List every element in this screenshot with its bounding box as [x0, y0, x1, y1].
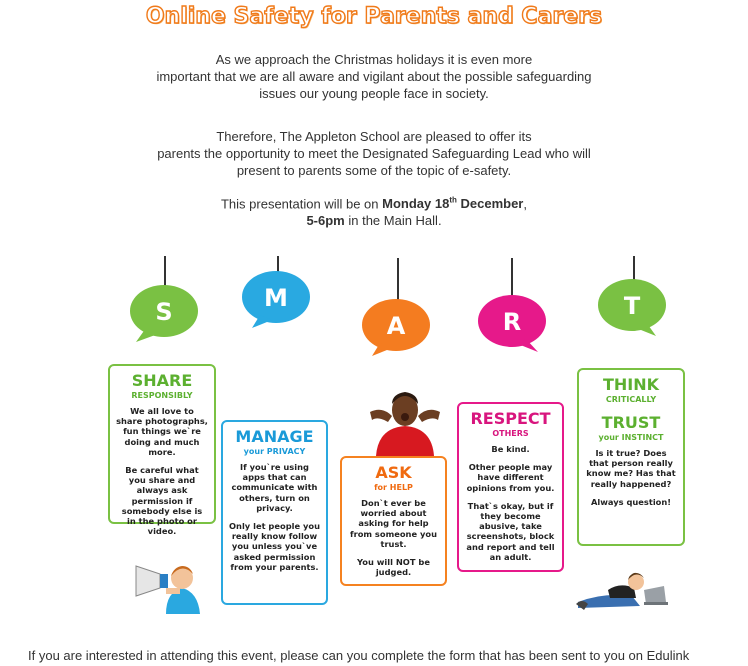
card-ask-text: Don`t ever be worried about asking for help from someone you trust. — [350, 498, 437, 549]
boy-laptop-illustration — [574, 566, 670, 612]
card-share-sub: RESPONSIBLY — [131, 391, 193, 400]
offer-paragraph — [0, 128, 748, 179]
card-respect — [457, 402, 564, 572]
bubble-letter-t: T — [623, 292, 641, 320]
card-share — [108, 364, 216, 537]
card-ask-sub: for HELP — [374, 483, 413, 492]
card-respect-body — [465, 444, 556, 562]
event-date-day: Monday 18 — [382, 196, 450, 212]
event-date-line — [0, 192, 748, 212]
intro-line: issues our young people face in society. — [259, 86, 489, 101]
card-think-head: THINK — [602, 375, 660, 394]
intro-line: important that we are all aware and vigilant about the possible safeguarding — [156, 69, 592, 84]
event-place: in the Main Hall. — [344, 213, 442, 229]
card-share-head: SHARE — [131, 371, 193, 390]
card-manage-head: MANAGE — [235, 427, 314, 446]
offer-line: parents the opportunity to meet the Designated Safeguarding Lead who will — [157, 146, 591, 161]
offer-line: Therefore, The Appleton School are pleased to offer its — [216, 129, 532, 144]
card-think-text: Always question! — [590, 496, 672, 507]
string-a — [397, 258, 399, 302]
event-prefix: This presentation will be on — [220, 196, 383, 212]
card-think-sub: CRITICALLY — [605, 395, 657, 404]
bubble-r — [474, 294, 546, 352]
card-share-text: We all love to share photographs, fun things we`re doing and much more. — [116, 406, 208, 457]
string-s — [164, 256, 166, 286]
card-manage-body — [229, 462, 320, 572]
card-manage — [221, 420, 328, 605]
intro-line: As we approach the Christmas holidays it is even more — [215, 52, 533, 67]
card-manage-text: If you`re using apps that can communicate with others, turn on privacy. — [231, 462, 318, 513]
card-manage-text: Only let people you really know follow you unless you`ve asked permission from your parents. — [229, 521, 321, 572]
event-time-line — [0, 212, 748, 229]
card-trust-sub: your INSTINCT — [598, 433, 664, 442]
card-ask — [340, 456, 447, 586]
boy-megaphone-illustration — [130, 558, 210, 614]
card-trust-head: TRUST — [601, 413, 661, 432]
page-title: Online Safety for Parents and Carers — [145, 4, 603, 29]
card-think-text: Is it true? Does that person really know me? Has that really happened? — [586, 448, 676, 489]
bubble-a — [356, 298, 428, 356]
card-respect-text: Other people may have different opinions from you. — [466, 462, 555, 493]
card-ask-text: You will NOT be judged. — [357, 557, 430, 578]
card-think — [577, 368, 685, 546]
event-comma: , — [523, 196, 527, 212]
card-respect-text: Be kind. — [491, 444, 530, 454]
card-think-body — [585, 448, 677, 507]
bubble-m — [238, 270, 310, 328]
card-manage-sub: your PRIVACY — [243, 447, 306, 456]
bubble-s — [128, 284, 200, 342]
bubble-letter-m: M — [264, 284, 288, 312]
card-respect-head: RESPECT — [470, 409, 551, 428]
string-t — [633, 256, 635, 280]
intro-paragraph — [0, 51, 748, 102]
bubble-letter-s: S — [155, 298, 173, 326]
footer-note: If you are interested in attending this event, please can you complete the form that has been sent to you on Edulink — [28, 648, 690, 663]
card-ask-head: ASK — [375, 463, 412, 482]
card-share-text: Be careful what you share and always ask permission if somebody else is in the photo or video. — [121, 465, 203, 537]
girl-shouting-illustration — [362, 386, 448, 456]
event-time: 5-6pm — [306, 213, 345, 229]
string-r — [511, 258, 513, 298]
offer-line: present to parents some of the topic of e-safety. — [236, 163, 512, 178]
bubble-letter-a: A — [386, 312, 406, 340]
event-date-month: December — [456, 196, 524, 212]
event-date-suffix: th — [449, 196, 457, 205]
card-respect-text: That`s okay, but if they become abusive, take screenshots, block and report and tell an adult. — [466, 500, 555, 562]
card-share-body — [116, 406, 208, 536]
event-details — [0, 192, 748, 229]
card-respect-sub: OTHERS — [492, 429, 529, 438]
bubble-t — [596, 278, 668, 336]
bubble-letter-r: R — [502, 308, 522, 336]
card-ask-body — [348, 498, 439, 577]
